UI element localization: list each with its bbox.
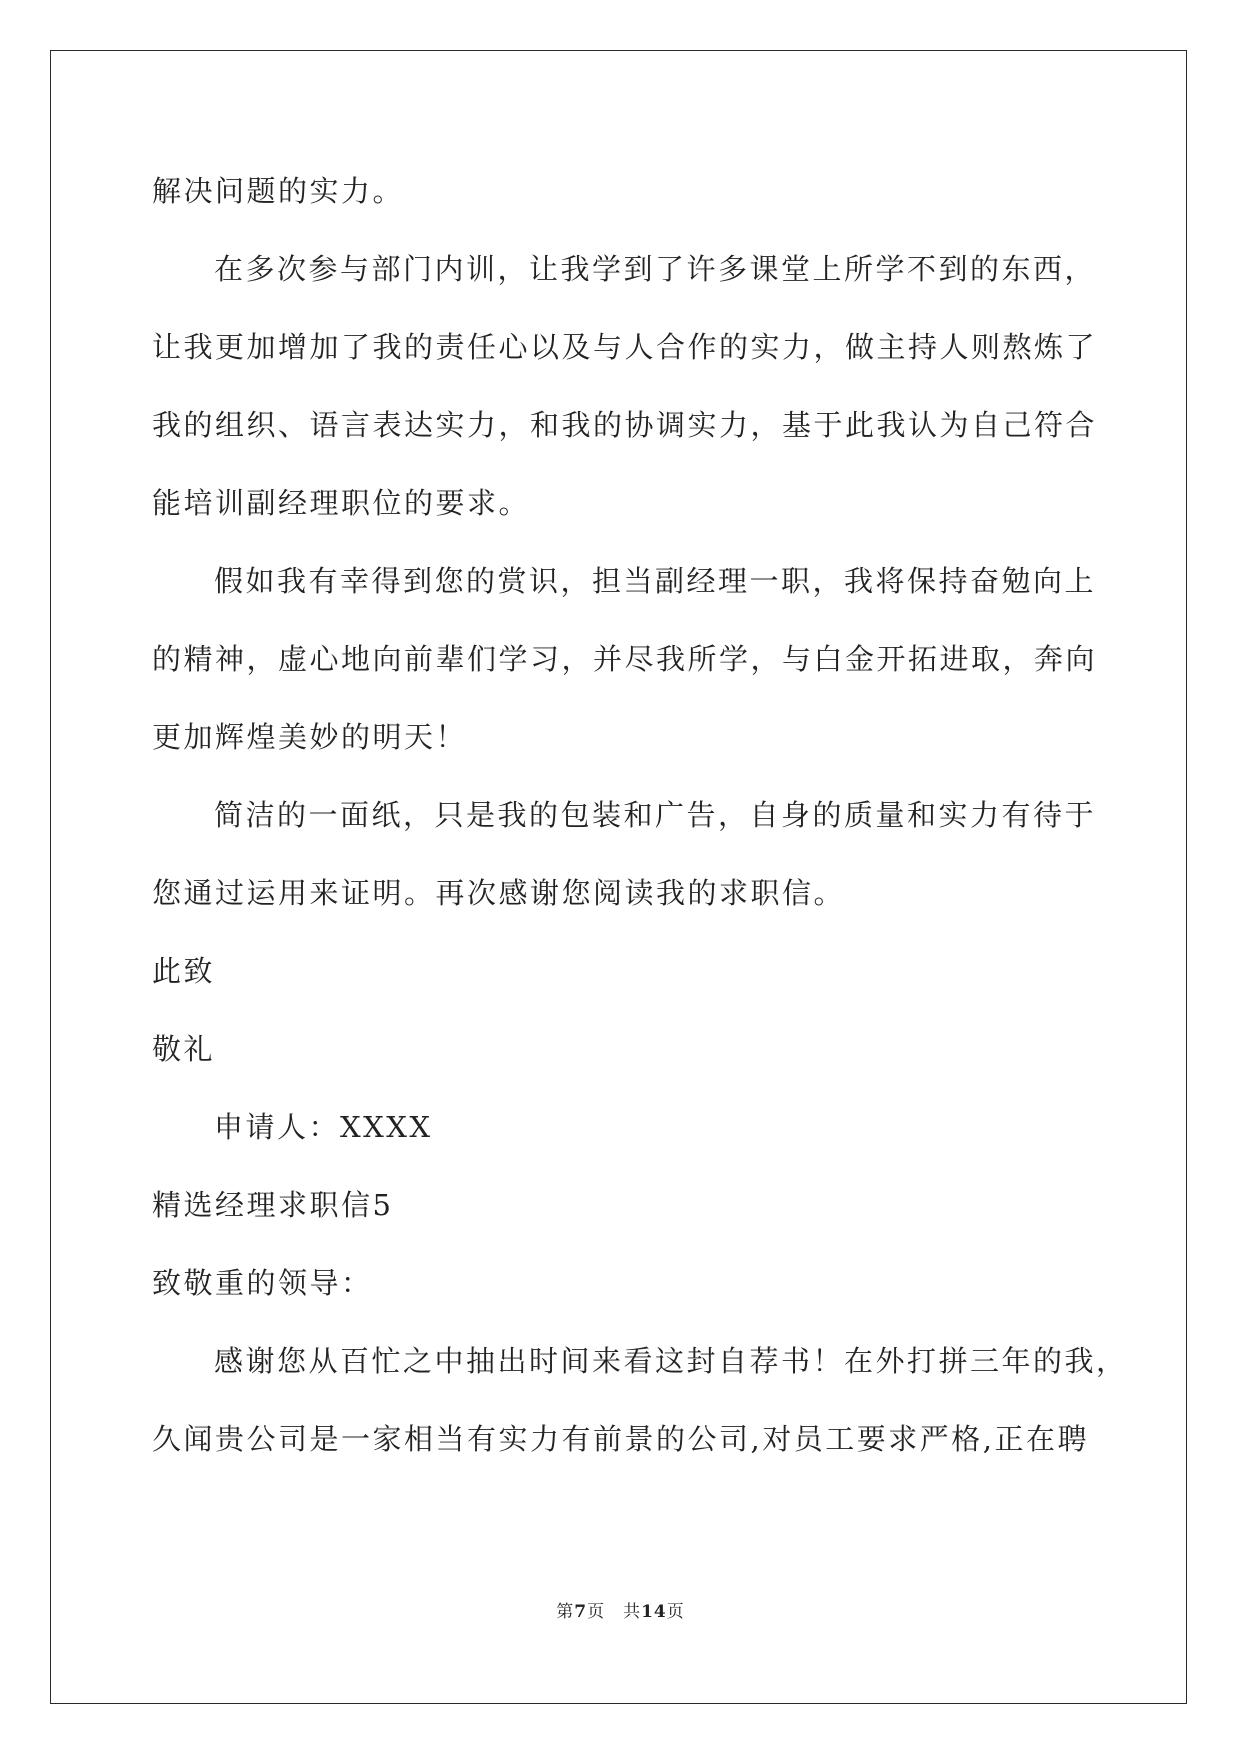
total-page-number: 14 — [641, 1602, 667, 1622]
greeting-line: 致敬重的领导： — [152, 1266, 373, 1300]
footer-middle: 页 共 — [587, 1602, 642, 1622]
salutation-line: 敬礼 — [152, 1032, 216, 1066]
section-heading: 精选经理求职信5 — [152, 1188, 394, 1222]
text-line: 的精神，虚心地向前辈们学习，并尽我所学，与白金开拓进取，奔向 — [152, 642, 1098, 676]
text-line: 更加辉煌美妙的明天！ — [152, 720, 468, 754]
text-line: 感谢您从百忙之中抽出时间来看这封自荐书！在外打拼三年的我， — [214, 1344, 1128, 1378]
text-line: 久闻贵公司是一家相当有实力有前景的公司,对员工要求严格,正在聘 — [152, 1422, 1089, 1456]
applicant-line: 申请人：XXXX — [214, 1110, 433, 1144]
document-body — [152, 160, 1128, 1486]
text-line: 在多次参与部门内训，让我学到了许多课堂上所学不到的东西， — [214, 252, 1097, 286]
text-line: 能培训副经理职位的要求。 — [152, 486, 531, 520]
current-page-number: 7 — [574, 1602, 588, 1622]
closing-line: 此致 — [152, 954, 216, 988]
text-line: 简洁的一面纸，只是我的包装和广告，自身的质量和实力有待于 — [214, 798, 1097, 832]
text-line: 假如我有幸得到您的赏识，担当副经理一职，我将保持奋勉向上 — [214, 564, 1097, 598]
page-footer — [0, 1597, 1241, 1622]
text-line: 您通过运用来证明。再次感谢您阅读我的求职信。 — [152, 876, 846, 910]
footer-suffix: 页 — [666, 1602, 685, 1622]
footer-prefix: 第 — [556, 1602, 575, 1622]
text-line: 我的组织、语言表达实力，和我的协调实力，基于此我认为自己符合 — [152, 408, 1098, 442]
text-line: 让我更加增加了我的责任心以及与人合作的实力，做主持人则熬炼了 — [152, 330, 1098, 364]
text-line: 解决问题的实力。 — [152, 174, 405, 208]
